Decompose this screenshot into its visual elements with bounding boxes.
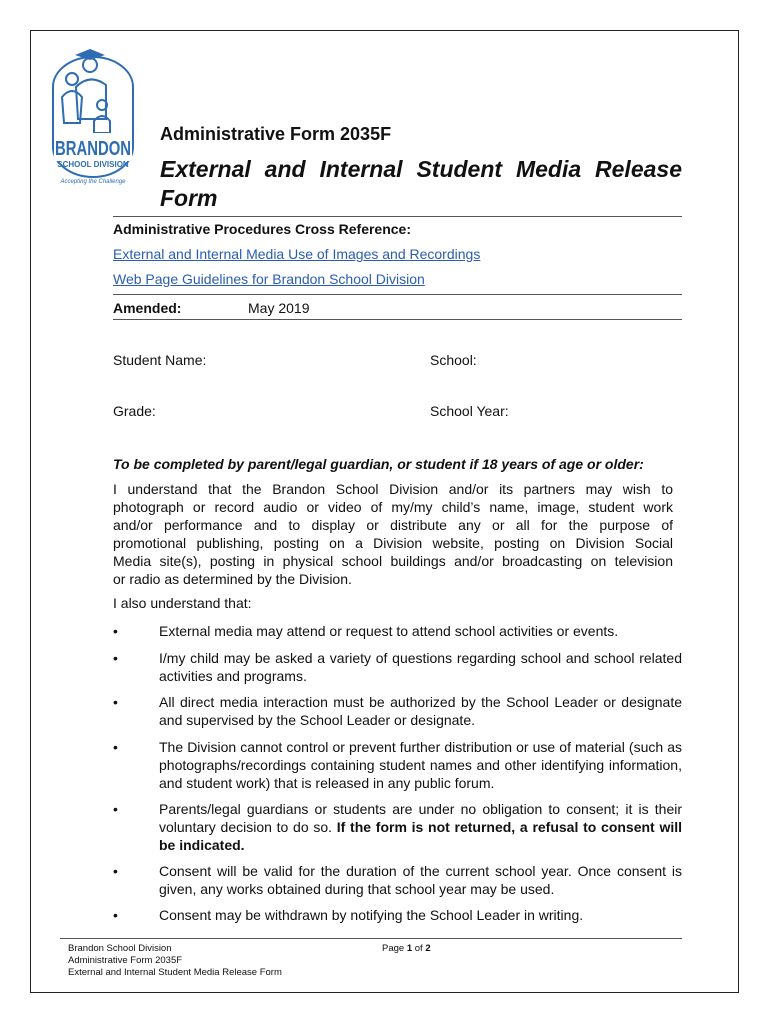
bullet-icon: • — [113, 650, 118, 666]
page-mid: of — [412, 943, 426, 954]
divider-top — [113, 216, 682, 217]
list-item-text: Consent will be valid for the duration of the current school year. Once consent is given, any works obtained during that school year may be used. — [159, 863, 682, 897]
bullet-icon: • — [113, 694, 118, 710]
list-item-text: External media may attend or request to attend school activities or events. — [159, 623, 619, 639]
logo-school-division-text: SCHOOL DIVISION — [57, 160, 129, 169]
student-name-field[interactable]: Student Name: — [113, 352, 207, 368]
cross-reference-label: Administrative Procedures Cross Reference: — [113, 221, 411, 237]
bullet-icon: • — [113, 907, 118, 923]
logo-tagline-text: Accepting the Challenge — [60, 179, 126, 185]
also-understand-text: I also understand that: — [113, 595, 252, 611]
page-prefix: Page — [382, 943, 407, 954]
page-total: 2 — [425, 943, 431, 954]
form-number: Administrative Form 2035F — [160, 124, 392, 144]
grade-field[interactable]: Grade: — [113, 403, 156, 419]
paragraph-line: photograph or record audio or video of my/my child’s name, image, student work — [113, 499, 673, 515]
paragraph-line: or radio as determined by the Division. — [113, 571, 352, 587]
list-item-text-bold: If the form is not returned, a refusal to consent will be indicated. — [159, 819, 683, 853]
bullet-icon: • — [113, 623, 118, 639]
amended-label: Amended: — [113, 300, 182, 316]
footer-org: Brandon School Division — [68, 943, 172, 954]
amended-value: May 2019 — [248, 300, 310, 316]
form-title-line-2: Form — [160, 185, 218, 211]
school-year-field[interactable]: School Year: — [430, 403, 509, 419]
bullet-icon: • — [113, 801, 118, 817]
list-item-text: The Division cannot control or prevent further distribution or use of material (such as photographs/recordings containing student names and other identifying information, and student work) that is released in any public forum. — [159, 739, 682, 791]
list-item-text: Consent may be withdrawn by notifying the School Leader in writing. — [159, 907, 584, 923]
bullet-icon: • — [113, 739, 118, 755]
understand-paragraph — [113, 480, 673, 588]
footer-left — [68, 943, 282, 979]
link-media-use[interactable]: External and Internal Media Use of Images and Recordings — [113, 246, 481, 262]
page-number — [382, 943, 431, 955]
paragraph-line: I understand that the Brandon School Division and/or its partners may wish to — [113, 481, 673, 497]
bullet-icon: • — [113, 863, 118, 879]
instruction-text: To be completed by parent/legal guardian, or student if 18 years of age or older: — [113, 456, 644, 472]
divider-amended-top — [113, 294, 682, 295]
link-web-page-guidelines[interactable]: Web Page Guidelines for Brandon School Division — [113, 271, 425, 287]
list-item-text-regular: Parents/legal guardians or students are under no obligation to consent; it is their voluntary decision to do so. — [159, 801, 682, 835]
footer-form-title: External and Internal Student Media Release Form — [68, 967, 282, 978]
divider-amended-bottom — [113, 319, 682, 320]
footer-divider — [60, 938, 682, 939]
paragraph-line: and/or performance and to display or distribute any or all for the purpose of — [113, 517, 673, 533]
paragraph-line: Media site(s), posting in physical school buildings and/or broadcasting on television — [113, 553, 673, 569]
page-current: 1 — [406, 943, 413, 954]
list-item-text: I/my child may be asked a variety of questions regarding school and school related activities and programs. — [159, 650, 682, 684]
brandon-school-division-logo — [50, 47, 136, 187]
list-item-text — [159, 800, 682, 854]
logo-brandon-text: BRANDON — [55, 138, 131, 160]
school-field[interactable]: School: — [430, 352, 477, 368]
list-item-text: All direct media interaction must be authorized by the School Leader or designate and supervised by the School Leader or designate. — [159, 694, 682, 728]
paragraph-line: promotional publishing, posting on a Division website, posting on Division Social — [113, 535, 673, 551]
form-title-line-1: External and Internal Student Media Release — [160, 156, 682, 182]
footer-form-number: Administrative Form 2035F — [68, 955, 183, 966]
